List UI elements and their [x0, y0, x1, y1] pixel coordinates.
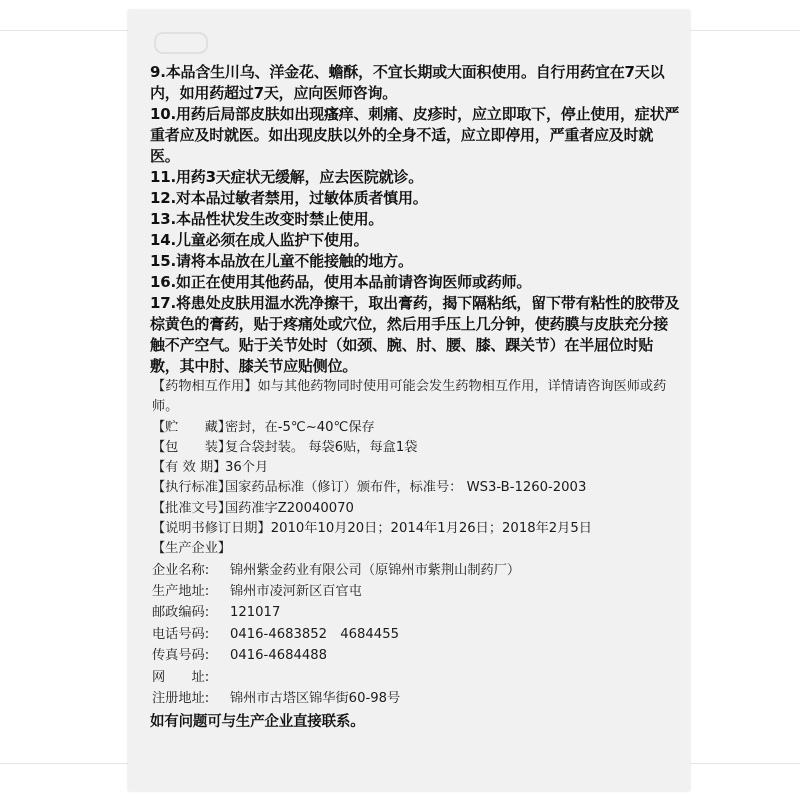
shelf-life-value: 36个月: [225, 460, 269, 476]
production-address-label: 生产地址:: [152, 584, 210, 600]
phone-value: 0416-4683852 4684455: [230, 626, 399, 642]
registered-address-row: [150, 688, 680, 709]
leaflet-content: [150, 62, 680, 732]
production-address-value: 锦州市凌河新区百官屯: [230, 584, 362, 600]
manufacturer-heading: 【生产企业】: [152, 541, 232, 557]
storage-value: 密封，在-5℃~40℃保存: [225, 419, 375, 435]
revision-date-label: 【说明书修订日期】: [152, 521, 271, 537]
postal-code-label: 邮政编码:: [152, 605, 210, 621]
caution-item-10: 10.用药后局部皮肤如出现瘙痒、刺痛、皮疹时，应立即取下，停止使用，症状严重者应及时就医。如出现皮肤以外的全身不适，应立即停用，严重者应及时就医。: [150, 105, 680, 165]
production-address-row: [150, 581, 680, 602]
company-name-row: [150, 560, 680, 581]
website-label: 网 址:: [152, 669, 210, 685]
drug-interactions-label: 【药物相互作用】: [152, 379, 258, 394]
caution-item-12: 12.对本品过敏者禁用，过敏体质者慎用。: [150, 189, 428, 207]
drug-interactions: [150, 377, 680, 418]
registered-address-value: 锦州市古塔区锦华街60-98号: [230, 691, 401, 707]
storage-row: [150, 418, 680, 438]
phone-row: [150, 624, 680, 645]
storage-label: 【贮 藏】: [152, 419, 232, 435]
standard-value: 国家药品标准（修订）颁布件，标准号： WS3-B-1260-2003: [225, 480, 587, 496]
caution-item-17: 17.将患处皮肤用温水洗净擦干，取出膏药，揭下隔粘纸，留下带有粘性的胶带及棕黄色的膏药，贴于疼痛处或穴位，然后用手压上几分钟，使药膜与皮肤充分接触不产空气。贴于关节处时（如颈、腕、肘、腰、膝、踝关节）在半屈位时贴敷，其中肘、膝关节应贴侧位。: [150, 294, 680, 375]
postal-code-value: 121017: [230, 605, 281, 621]
revision-date-value: 2010年10月20日；2014年1月26日；2018年2月5日: [270, 521, 592, 537]
phone-label: 电话号码:: [152, 626, 210, 642]
caution-item-15: 15.请将本品放在儿童不能接触的地方。: [150, 252, 413, 270]
caution-item-16: 16.如正在使用其他药品，使用本品前请咨询医师或药师。: [150, 273, 532, 291]
fax-value: 0416-4684488: [230, 648, 328, 664]
registered-address-label: 注册地址:: [152, 691, 210, 707]
leaflet-page: [128, 10, 690, 791]
standard-label: 【执行标准】: [152, 480, 232, 496]
company-name-value: 锦州紫金药业有限公司（原锦州市紫荆山制药厂）: [230, 562, 521, 578]
shelf-life-label: 【有 效 期】: [152, 460, 227, 476]
fax-label: 传真号码:: [152, 648, 210, 664]
drug-interactions-text: 如与其他药物同时使用可能会发生药物相互作用，详情请咨询医师或药师。: [152, 379, 667, 415]
approval-label: 【批准文号】: [152, 500, 232, 516]
standard-row: [150, 478, 680, 498]
contact-note: 如有问题可与生产企业直接联系。: [150, 713, 365, 730]
caution-item-11: 11.用药3天症状无缓解，应去医院就诊。: [150, 168, 424, 186]
caution-item-13: 13.本品性状发生改变时禁止使用。: [150, 210, 384, 228]
package-row: [150, 438, 680, 458]
approval-row: [150, 499, 680, 519]
revision-date-row: [150, 519, 680, 539]
faded-stamp: [154, 32, 208, 54]
company-name-label: 企业名称:: [152, 562, 210, 578]
package-value: 复合袋封装。 每袋6贴，每盒1袋: [225, 439, 418, 455]
approval-value: 国药准字Z20040070: [225, 500, 354, 516]
package-label: 【包 装】: [152, 439, 232, 455]
postal-code-row: [150, 602, 680, 623]
caution-item-9: 9.本品含生川乌、洋金花、蟾酥，不宜长期或大面积使用。自行用药宜在7天以内，如用药超过7天，应向医师咨询。: [150, 63, 665, 102]
fax-row: [150, 645, 680, 666]
caution-item-14: 14.儿童必须在成人监护下使用。: [150, 231, 369, 249]
shelf-life-row: [150, 458, 680, 478]
website-row: [150, 667, 680, 688]
